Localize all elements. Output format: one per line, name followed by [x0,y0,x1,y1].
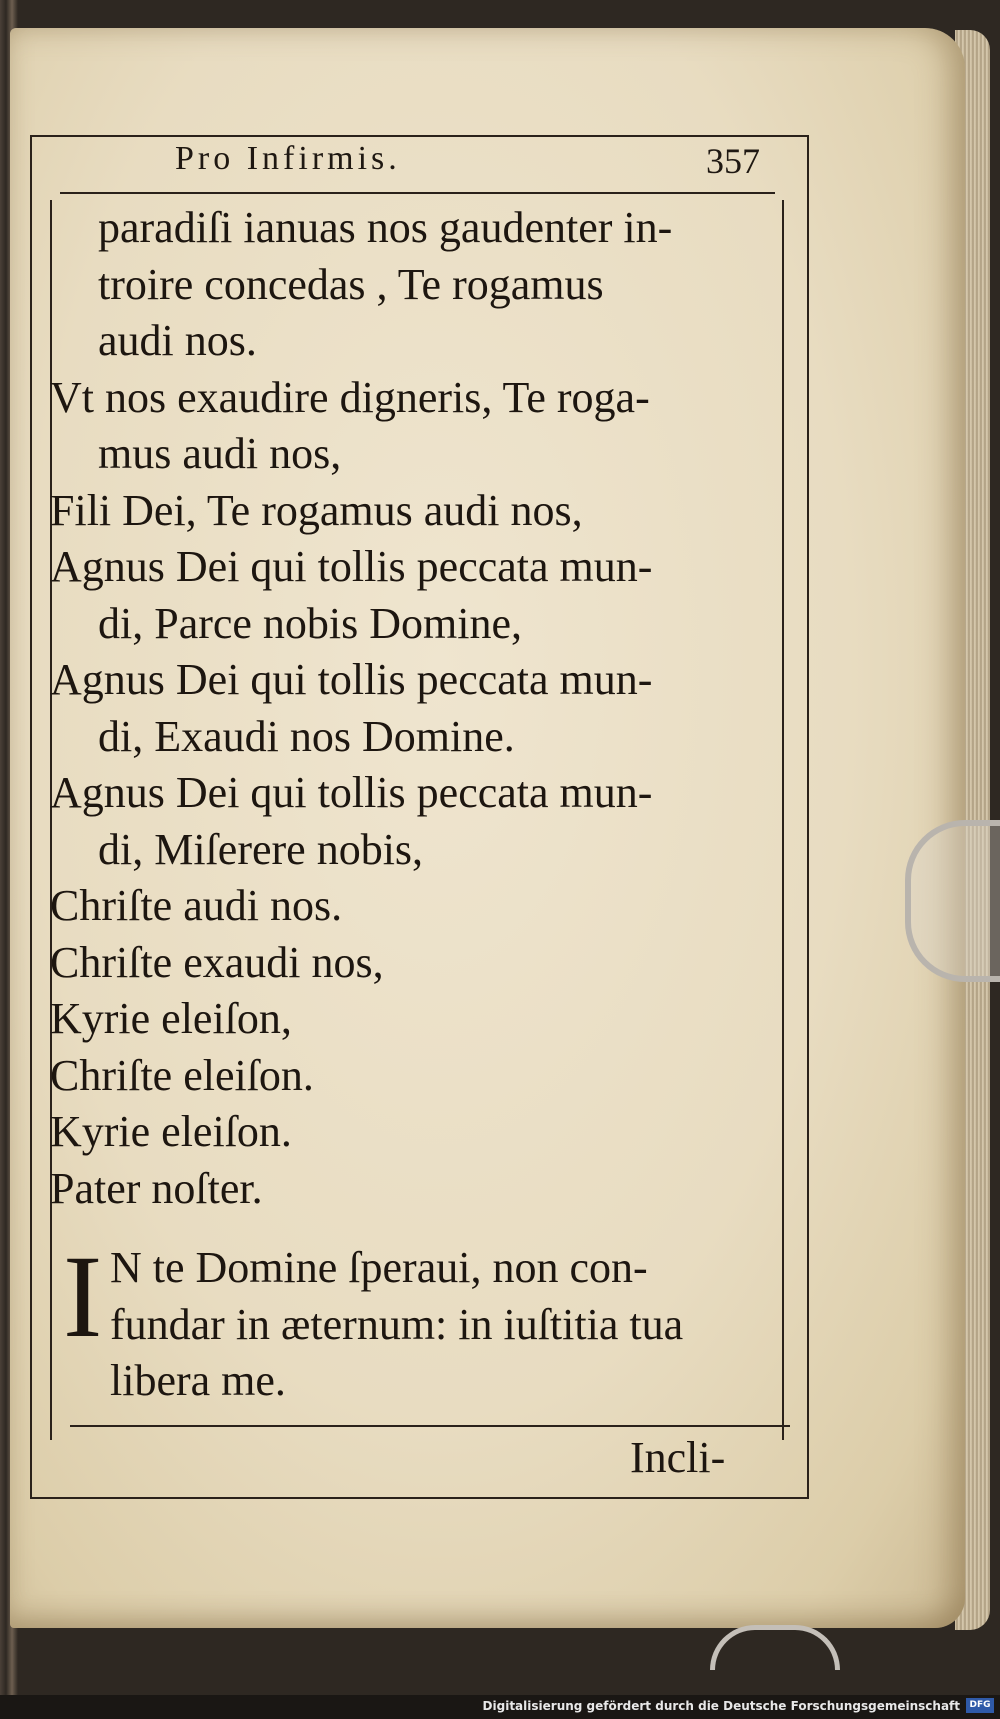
text-line: di, Miſerere nobis, [98,824,424,874]
dfg-logo: DFG [966,1698,994,1713]
text-line: Chriſte exaudi nos, [50,937,384,987]
clasp-right [905,820,1000,982]
text-line: Chriſte audi nos. [50,881,343,930]
text-line: Kyrie eleiſon, [50,994,292,1043]
text-line: audi nos. [98,316,257,365]
catchword: Incli- [630,1433,726,1482]
litany-text [50,200,780,1217]
psalm-lines [55,1231,785,1410]
text-line: troire concedas , Te rogamus [98,259,604,309]
text-line: fundar in æternum: in iuſtitia tua [110,1299,684,1349]
text-line: di, Exaudi nos Domine. [98,711,515,761]
text-line: Pater noſter. [50,1163,263,1213]
text-line: Kyrie eleiſon. [50,1107,292,1156]
bottom-rule [70,1425,790,1427]
text-line: di, Parce nobis Domine, [98,598,523,648]
running-title: Pro Infirmis. [175,140,401,177]
text-line: Agnus Dei qui tollis peccata mun- [50,655,653,704]
psalm-block [55,1231,785,1410]
text-line: N te Domine ſperaui, non con- [110,1243,648,1292]
text-line: libera me. [110,1356,286,1405]
page-header [60,140,760,196]
text-line: Agnus Dei qui tollis peccata mun- [50,768,653,817]
text-line: Fili Dei, Te rogamus audi nos, [50,485,583,535]
text-line: Vt nos exaudire digneris, Te roga- [50,372,650,422]
text-line: paradiſi ianuas nos gaudenter in- [98,203,673,252]
text-line: Chriſte eleiſon. [50,1050,314,1100]
footer-credit: Digitalisierung gefördert durch die Deutsche Forschungsgemeinschaft [482,1699,960,1713]
header-rule [60,192,775,194]
text-line: Agnus Dei qui tollis peccata mun- [50,542,653,591]
drop-cap: I [63,1231,103,1362]
page-number: 357 [706,141,760,181]
text-line: mus audi nos, [98,429,342,478]
